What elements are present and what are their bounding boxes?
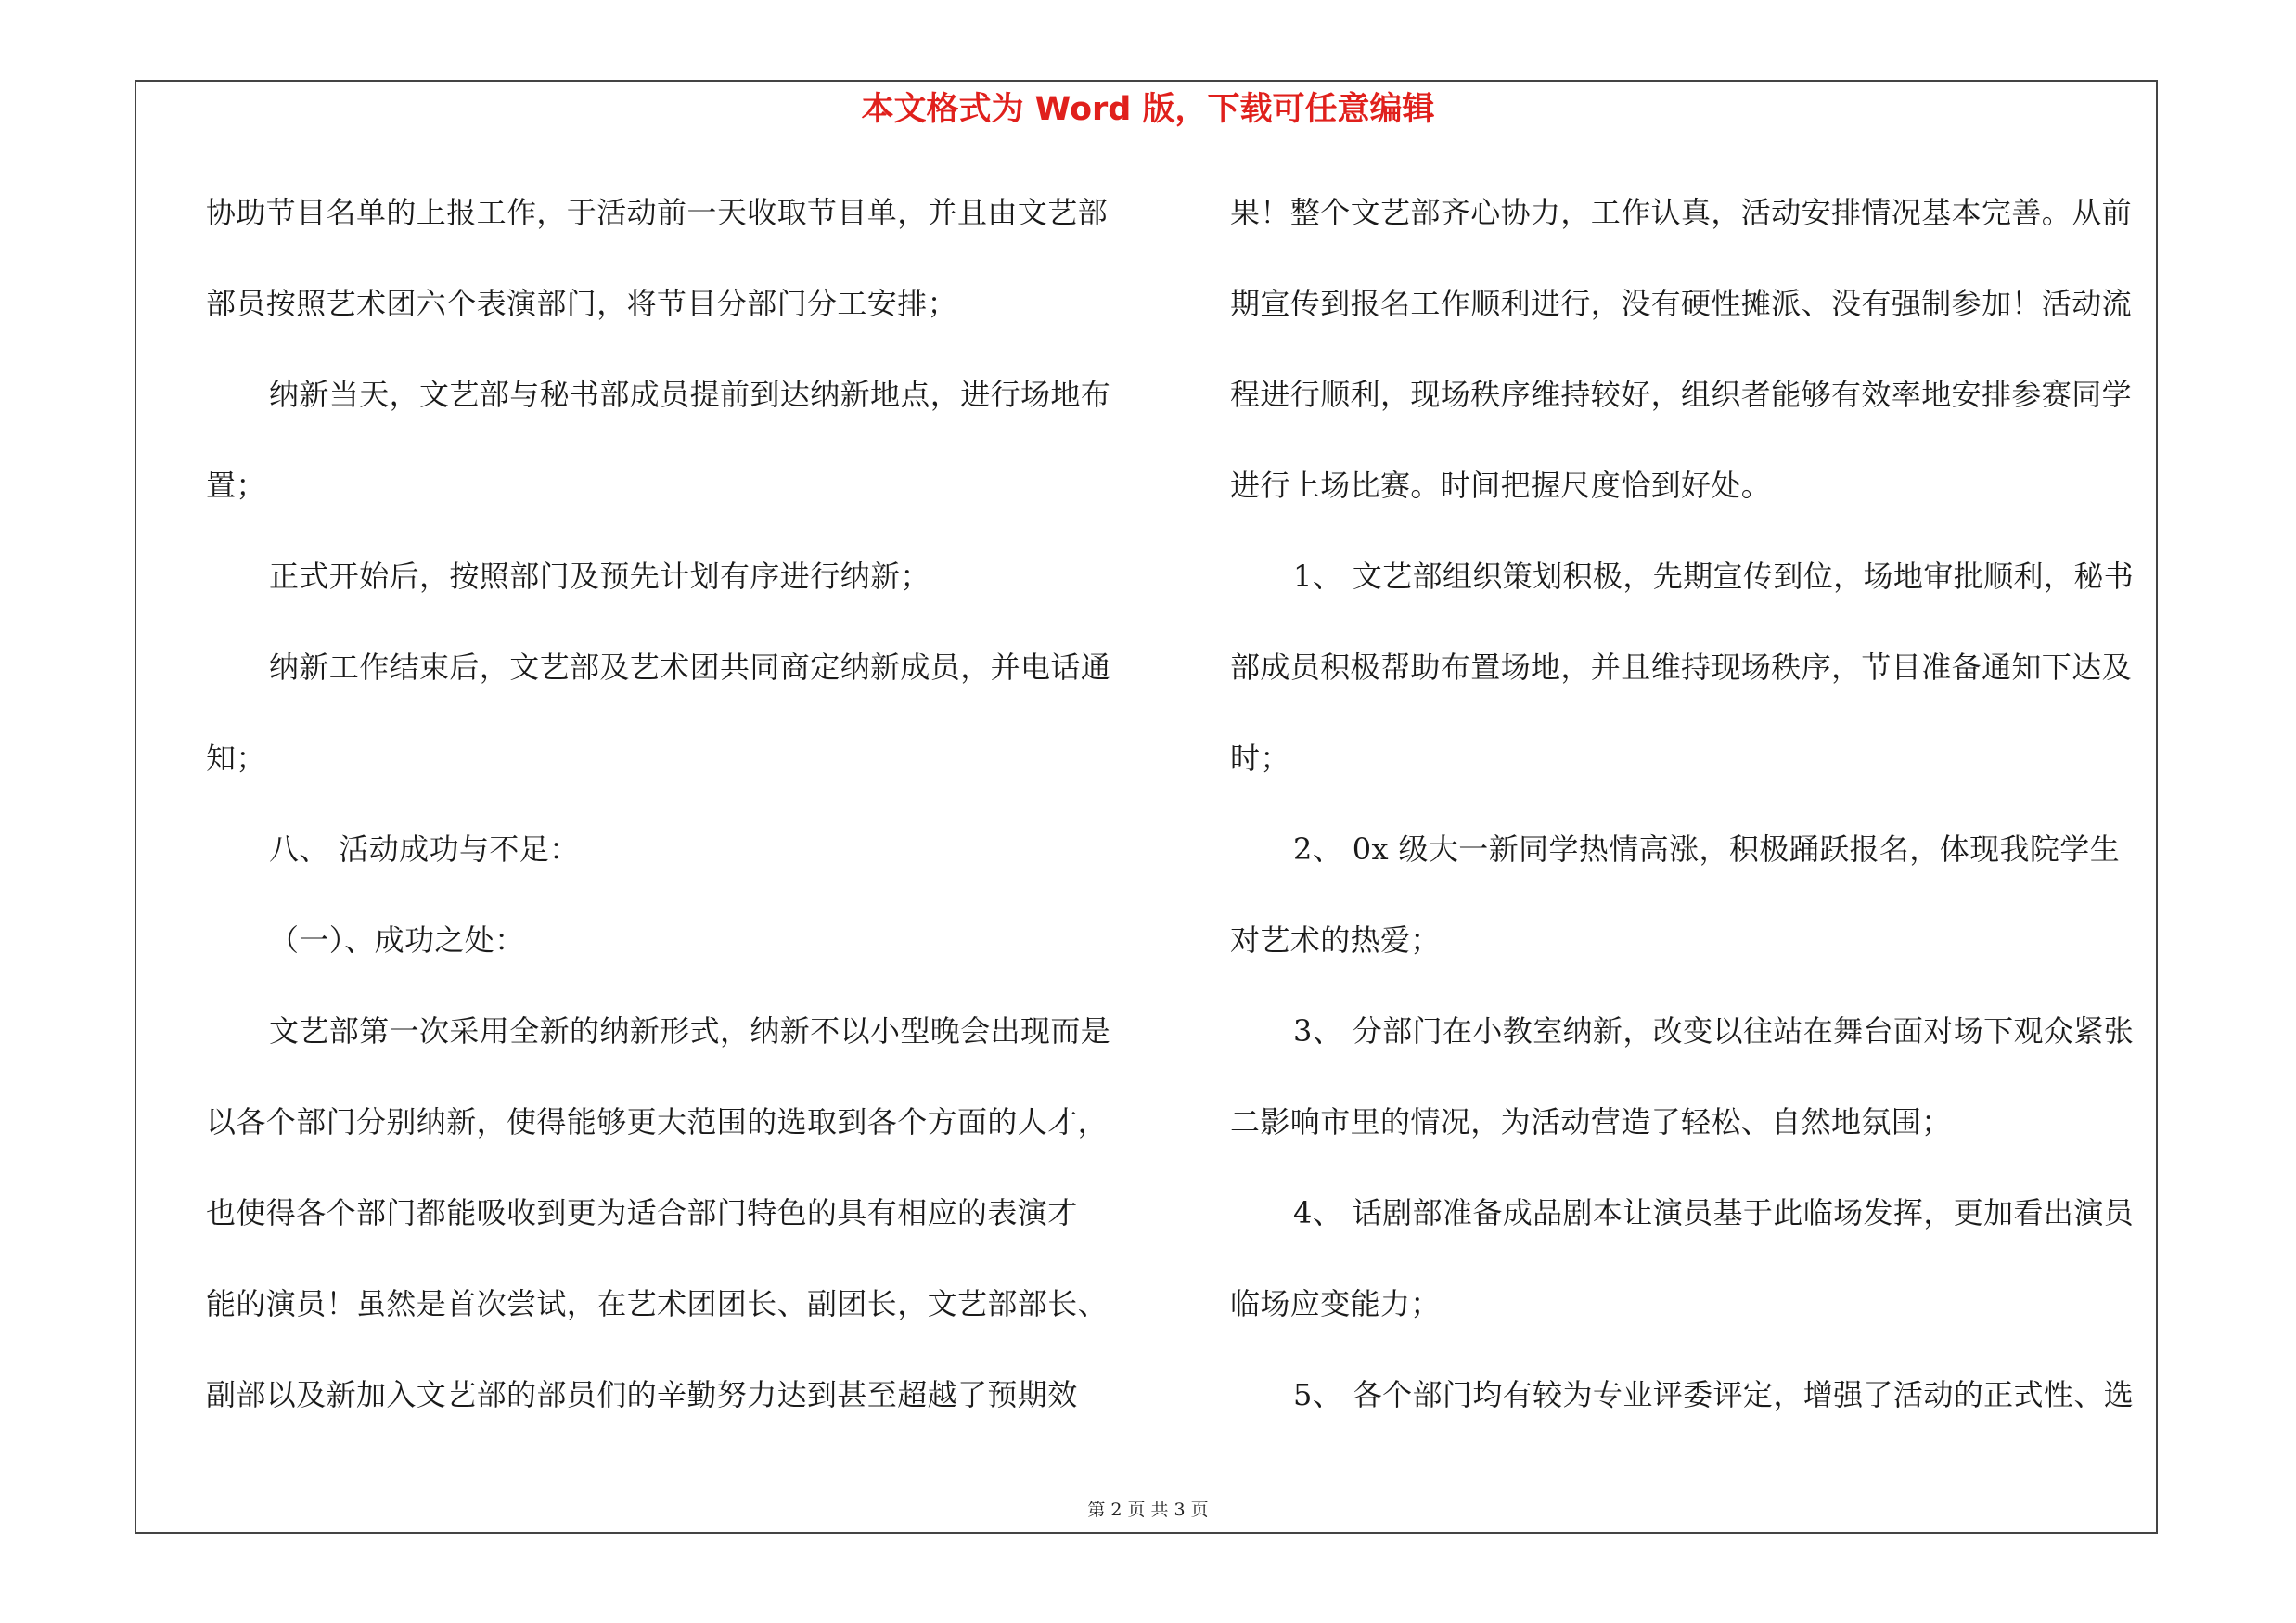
list-item: 1、 文艺部组织策划积极，先期宣传到位，场地审批顺利，秘书	[1293, 559, 2135, 594]
right-column	[1230, 182, 2170, 1455]
text-line: 正式开始后，按照部门及预先计划有序进行纳新；	[269, 559, 930, 594]
text-line: 部员按照艺术团六个表演部门，将节目分部门分工安排；	[206, 286, 958, 321]
text-line: 二影响市里的情况，为活动营造了轻松、自然地氛围；	[1230, 1104, 1952, 1140]
text-line: 协助节目名单的上报工作，于活动前一天收取节目单，并且由文艺部	[206, 195, 1109, 230]
format-banner: 本文格式为 Word 版，下载可任意编辑	[861, 91, 1435, 128]
list-item: 4、 话剧部准备成品剧本让演员基于此临场发挥，更加看出演员	[1293, 1195, 2135, 1230]
page-number: 第 2 页 共 3 页	[1087, 1500, 1209, 1520]
text-line: 对艺术的热爱；	[1230, 922, 1441, 958]
text-line: 临场应变能力；	[1230, 1286, 1441, 1321]
text-line: 果！整个文艺部齐心协力，工作认真，活动安排情况基本完善。从前	[1230, 195, 2133, 230]
left-column	[206, 182, 1143, 1455]
text-line: 纳新工作结束后，文艺部及艺术团共同商定纳新成员，并电话通	[269, 650, 1111, 685]
text-line: 以各个部门分别纳新，使得能够更大范围的选取到各个方面的人才，	[206, 1104, 1109, 1140]
text-line: 程进行顺利，现场秩序维持较好，组织者能够有效率地安排参赛同学	[1230, 377, 2133, 412]
list-item: 2、 0x 级大一新同学热情高涨，积极踊跃报名，体现我院学生	[1293, 831, 2121, 867]
text-line: 部成员积极帮助布置场地，并且维持现场秩序，节目准备通知下达及	[1230, 650, 2133, 685]
text-line: 文艺部第一次采用全新的纳新形式，纳新不以小型晚会出现而是	[269, 1013, 1111, 1049]
text-line: 能的演员！虽然是首次尝试，在艺术团团长、副团长，文艺部部长、	[206, 1286, 1109, 1321]
text-line: 置；	[206, 468, 266, 503]
text-line: 副部以及新加入文艺部的部员们的辛勤努力达到甚至超越了预期效	[206, 1377, 1078, 1412]
text-line: 纳新当天，文艺部与秘书部成员提前到达纳新地点，进行场地布	[269, 377, 1111, 412]
text-line: 期宣传到报名工作顺利进行，没有硬性摊派、没有强制参加！活动流	[1230, 286, 2133, 321]
text-line: 也使得各个部门都能吸收到更为适合部门特色的具有相应的表演才	[206, 1195, 1078, 1230]
list-item: 5、 各个部门均有较为专业评委评定，增强了活动的正式性、选	[1293, 1377, 2135, 1412]
section-heading: 八、 活动成功与不足：	[269, 831, 580, 867]
subsection-heading: （一）、成功之处：	[269, 922, 525, 958]
text-line: 知；	[206, 741, 266, 776]
text-line: 进行上场比赛。时间把握尺度恰到好处。	[1230, 468, 1772, 503]
text-line: 时；	[1230, 741, 1290, 776]
list-item: 3、 分部门在小教室纳新，改变以往站在舞台面对场下观众紧张	[1293, 1013, 2135, 1049]
